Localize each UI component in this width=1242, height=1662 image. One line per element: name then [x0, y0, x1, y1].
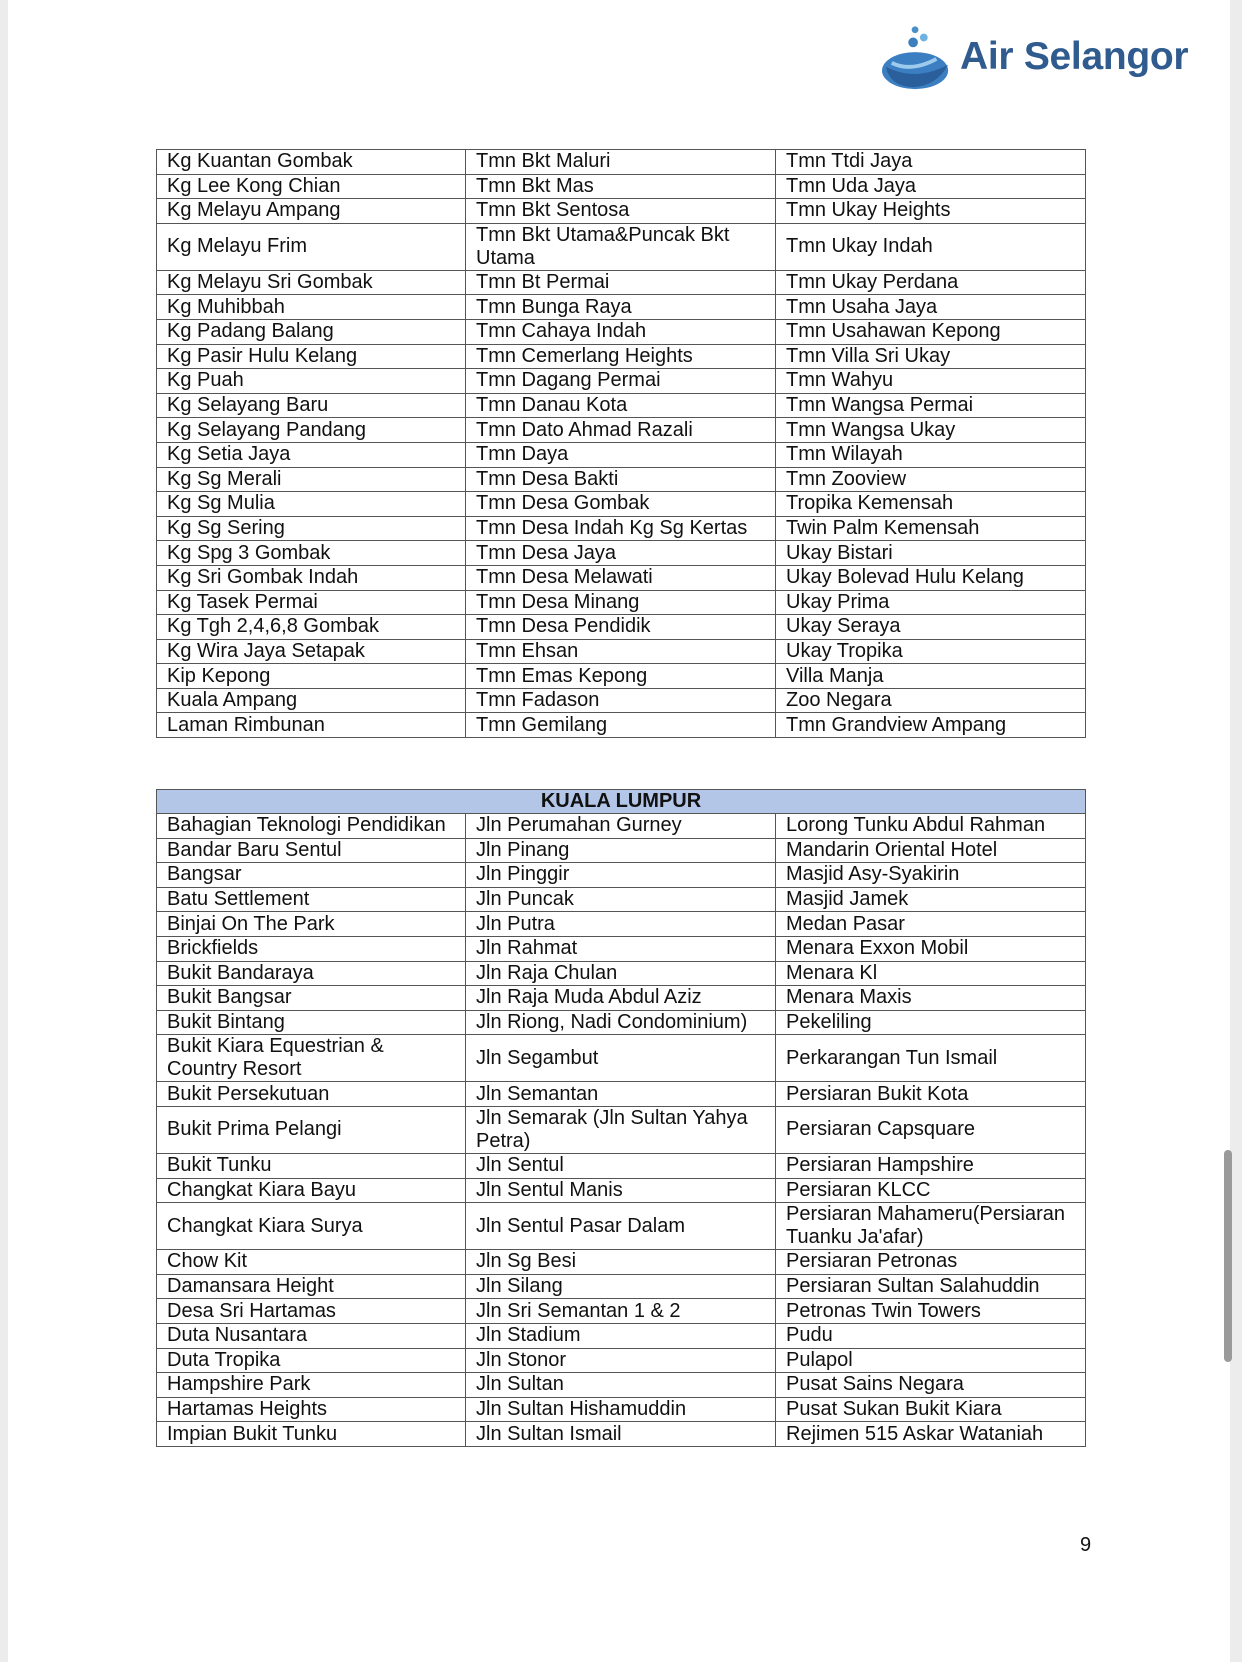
table-row: [157, 1397, 1086, 1422]
table-row: [157, 912, 1086, 937]
table-row: [157, 295, 1086, 320]
table-cell: Tmn Grandview Ampang: [776, 713, 1086, 738]
table-row: [157, 936, 1086, 961]
table-cell: Kg Setia Jaya: [157, 442, 466, 467]
locations-table-selangor: [156, 149, 1086, 738]
table-cell: Lorong Tunku Abdul Rahman: [776, 814, 1086, 839]
table-row: [157, 393, 1086, 418]
table-cell: Tmn Desa Gombak: [466, 492, 776, 517]
table-cell: Jln Putra: [466, 912, 776, 937]
table-cell: Persiaran Hampshire: [776, 1153, 1086, 1178]
table-cell: Ukay Seraya: [776, 615, 1086, 640]
table-cell: Ukay Bistari: [776, 541, 1086, 566]
table-cell: Zoo Negara: [776, 688, 1086, 713]
table-cell: Pudu: [776, 1323, 1086, 1348]
table-cell: Ukay Prima: [776, 590, 1086, 615]
brand-name: Air Selangor: [960, 35, 1189, 78]
table-row: [157, 838, 1086, 863]
table-cell: Tmn Bt Permai: [466, 270, 776, 295]
table-cell: Tmn Desa Pendidik: [466, 615, 776, 640]
table-cell: Impian Bukit Tunku: [157, 1422, 466, 1447]
table-cell: Jln Sultan: [466, 1373, 776, 1398]
table-row: [157, 199, 1086, 224]
table-cell: Kg Kuantan Gombak: [157, 150, 466, 175]
table-cell: Duta Nusantara: [157, 1323, 466, 1348]
table-cell: Bukit Prima Pelangi: [157, 1106, 466, 1153]
table-cell: Tmn Bkt Maluri: [466, 150, 776, 175]
table-cell: Ukay Bolevad Hulu Kelang: [776, 565, 1086, 590]
table-cell: Ukay Tropika: [776, 639, 1086, 664]
table-row: [157, 590, 1086, 615]
table-cell: Persiaran Sultan Salahuddin: [776, 1274, 1086, 1299]
table-row: [157, 1250, 1086, 1275]
table-cell: Persiaran Capsquare: [776, 1106, 1086, 1153]
table-cell: Tmn Dato Ahmad Razali: [466, 418, 776, 443]
table-row: [157, 961, 1086, 986]
table-row: [157, 150, 1086, 175]
table-cell: Pekeliling: [776, 1010, 1086, 1035]
table-row: [157, 541, 1086, 566]
table-row: [157, 467, 1086, 492]
table-cell: Medan Pasar: [776, 912, 1086, 937]
table-cell: Tmn Fadason: [466, 688, 776, 713]
table-cell: Kg Melayu Ampang: [157, 199, 466, 224]
table-cell: Jln Raja Chulan: [466, 961, 776, 986]
water-drop-logo-icon: [878, 22, 956, 92]
table-cell: Tmn Uda Jaya: [776, 174, 1086, 199]
table-cell: Kg Spg 3 Gombak: [157, 541, 466, 566]
table-row: [157, 814, 1086, 839]
page-number: 9: [1080, 1534, 1092, 1556]
table-cell: Tmn Ukay Perdana: [776, 270, 1086, 295]
table-cell: Jln Segambut: [466, 1035, 776, 1082]
table-cell: Menara Exxon Mobil: [776, 936, 1086, 961]
table-cell: Damansara Height: [157, 1274, 466, 1299]
table-cell: Masjid Asy-Syakirin: [776, 863, 1086, 888]
table-row: [157, 565, 1086, 590]
table-row: [157, 1422, 1086, 1447]
table-cell: Tmn Ehsan: [466, 639, 776, 664]
table-cell: Changkat Kiara Bayu: [157, 1178, 466, 1203]
table-cell: Tmn Wangsa Ukay: [776, 418, 1086, 443]
locations-table-kuala-lumpur: [156, 789, 1086, 1447]
table-cell: Tmn Villa Sri Ukay: [776, 344, 1086, 369]
table-cell: Tmn Bkt Mas: [466, 174, 776, 199]
document-page: [8, 0, 1230, 1662]
table-cell: Batu Settlement: [157, 887, 466, 912]
table-cell: Kg Melayu Frim: [157, 223, 466, 270]
table-cell: Jln Sultan Hishamuddin: [466, 1397, 776, 1422]
table-cell: Menara Kl: [776, 961, 1086, 986]
table-cell: Kg Selayang Pandang: [157, 418, 466, 443]
table-row: [157, 713, 1086, 738]
region-heading: KUALA LUMPUR: [157, 790, 1086, 814]
table-cell: Kg Sg Sering: [157, 516, 466, 541]
table-row: [157, 369, 1086, 394]
table-cell: Jln Semantan: [466, 1082, 776, 1107]
table-cell: Jln Puncak: [466, 887, 776, 912]
table-row: [157, 418, 1086, 443]
table-cell: Pusat Sains Negara: [776, 1373, 1086, 1398]
table-cell: Tmn Desa Melawati: [466, 565, 776, 590]
table-cell: Laman Rimbunan: [157, 713, 466, 738]
table-cell: Twin Palm Kemensah: [776, 516, 1086, 541]
table-row: [157, 1153, 1086, 1178]
table-cell: Tmn Ukay Indah: [776, 223, 1086, 270]
table-cell: Tmn Emas Kepong: [466, 664, 776, 689]
table-cell: Bukit Persekutuan: [157, 1082, 466, 1107]
table-cell: Kg Selayang Baru: [157, 393, 466, 418]
table-cell: Kg Tasek Permai: [157, 590, 466, 615]
table-cell: Tmn Ukay Heights: [776, 199, 1086, 224]
table-cell: Tmn Danau Kota: [466, 393, 776, 418]
table-row: [157, 1035, 1086, 1082]
table-cell: Tmn Bkt Utama&Puncak Bkt Utama: [466, 223, 776, 270]
table-row: [157, 1010, 1086, 1035]
table-row: [157, 863, 1086, 888]
table-cell: Jln Rahmat: [466, 936, 776, 961]
table-cell: Jln Stonor: [466, 1348, 776, 1373]
table-cell: Hampshire Park: [157, 1373, 466, 1398]
table-cell: Kip Kepong: [157, 664, 466, 689]
table-cell: Tmn Wahyu: [776, 369, 1086, 394]
table-cell: Jln Raja Muda Abdul Aziz: [466, 986, 776, 1011]
table-cell: Bandar Baru Sentul: [157, 838, 466, 863]
table-row: [157, 344, 1086, 369]
table-row: [157, 688, 1086, 713]
table-cell: Tmn Usaha Jaya: [776, 295, 1086, 320]
table-cell: Pulapol: [776, 1348, 1086, 1373]
table-cell: Tmn Bunga Raya: [466, 295, 776, 320]
table-cell: Tmn Daya: [466, 442, 776, 467]
table-cell: Petronas Twin Towers: [776, 1299, 1086, 1324]
table-cell: Tmn Desa Jaya: [466, 541, 776, 566]
table-row: [157, 1082, 1086, 1107]
table-cell: Rejimen 515 Askar Wataniah: [776, 1422, 1086, 1447]
table-cell: Brickfields: [157, 936, 466, 961]
table-cell: Kg Wira Jaya Setapak: [157, 639, 466, 664]
table-cell: Bangsar: [157, 863, 466, 888]
table-cell: Jln Sentul Manis: [466, 1178, 776, 1203]
table-row: [157, 1348, 1086, 1373]
table-row: [157, 516, 1086, 541]
table-cell: Kg Sri Gombak Indah: [157, 565, 466, 590]
table-cell: Tmn Gemilang: [466, 713, 776, 738]
table-cell: Kg Puah: [157, 369, 466, 394]
table-cell: Kg Lee Kong Chian: [157, 174, 466, 199]
table-cell: Villa Manja: [776, 664, 1086, 689]
table-cell: Kuala Ampang: [157, 688, 466, 713]
table-cell: Tmn Zooview: [776, 467, 1086, 492]
table-row: [157, 986, 1086, 1011]
table-row: [157, 664, 1086, 689]
table-cell: Kg Pasir Hulu Kelang: [157, 344, 466, 369]
table-cell: Masjid Jamek: [776, 887, 1086, 912]
table-row: [157, 887, 1086, 912]
table-cell: Tmn Dagang Permai: [466, 369, 776, 394]
table-cell: Jln Sultan Ismail: [466, 1422, 776, 1447]
table-cell: Jln Sentul: [466, 1153, 776, 1178]
table-cell: Perkarangan Tun Ismail: [776, 1035, 1086, 1082]
table-cell: Bukit Bandaraya: [157, 961, 466, 986]
vertical-scrollbar[interactable]: [1224, 1150, 1232, 1362]
table-cell: Menara Maxis: [776, 986, 1086, 1011]
table-cell: Jln Perumahan Gurney: [466, 814, 776, 839]
table-cell: Jln Pinang: [466, 838, 776, 863]
table-cell: Changkat Kiara Surya: [157, 1203, 466, 1250]
table-cell: Bukit Bintang: [157, 1010, 466, 1035]
table-cell: Jln Riong, Nadi Condominium): [466, 1010, 776, 1035]
table-cell: Jln Sg Besi: [466, 1250, 776, 1275]
table-cell: Bukit Kiara Equestrian & Country Resort: [157, 1035, 466, 1082]
table-cell: Kg Muhibbah: [157, 295, 466, 320]
table-cell: Bukit Tunku: [157, 1153, 466, 1178]
table-cell: Tmn Wangsa Permai: [776, 393, 1086, 418]
table-cell: Tmn Wilayah: [776, 442, 1086, 467]
table-row: [157, 1203, 1086, 1250]
table-row: [157, 1178, 1086, 1203]
table-cell: Tmn Desa Minang: [466, 590, 776, 615]
table-cell: Jln Silang: [466, 1274, 776, 1299]
table-cell: Hartamas Heights: [157, 1397, 466, 1422]
table-row: [157, 442, 1086, 467]
table-cell: Tmn Usahawan Kepong: [776, 319, 1086, 344]
table-cell: Jln Stadium: [466, 1323, 776, 1348]
table-cell: Tmn Desa Indah Kg Sg Kertas: [466, 516, 776, 541]
table-row: [157, 1274, 1086, 1299]
table-row: [157, 319, 1086, 344]
table-cell: Desa Sri Hartamas: [157, 1299, 466, 1324]
table-row: [157, 615, 1086, 640]
air-selangor-logo: [878, 22, 1198, 92]
table-cell: Bukit Bangsar: [157, 986, 466, 1011]
table-cell: Tmn Ttdi Jaya: [776, 150, 1086, 175]
table-cell: Tmn Bkt Sentosa: [466, 199, 776, 224]
table-row: [157, 492, 1086, 517]
table-cell: Tmn Cemerlang Heights: [466, 344, 776, 369]
table-cell: Tmn Desa Bakti: [466, 467, 776, 492]
table-cell: Jln Sri Semantan 1 & 2: [466, 1299, 776, 1324]
table-cell: Pusat Sukan Bukit Kiara: [776, 1397, 1086, 1422]
table-row: [157, 1323, 1086, 1348]
table-cell: Chow Kit: [157, 1250, 466, 1275]
table-row: [157, 1299, 1086, 1324]
table-cell: Jln Semarak (Jln Sultan Yahya Petra): [466, 1106, 776, 1153]
table-row: [157, 1373, 1086, 1398]
table-cell: Binjai On The Park: [157, 912, 466, 937]
table-cell: Mandarin Oriental Hotel: [776, 838, 1086, 863]
table-cell: Tropika Kemensah: [776, 492, 1086, 517]
table-cell: Persiaran Petronas: [776, 1250, 1086, 1275]
table-cell: Persiaran KLCC: [776, 1178, 1086, 1203]
table-cell: Kg Padang Balang: [157, 319, 466, 344]
table-row: [157, 174, 1086, 199]
table-header-row: [157, 790, 1086, 814]
table-row: [157, 223, 1086, 270]
table-cell: Kg Tgh 2,4,6,8 Gombak: [157, 615, 466, 640]
table-cell: Bahagian Teknologi Pendidikan: [157, 814, 466, 839]
table-cell: Jln Sentul Pasar Dalam: [466, 1203, 776, 1250]
table-cell: Persiaran Bukit Kota: [776, 1082, 1086, 1107]
table-row: [157, 639, 1086, 664]
table-cell: Kg Sg Merali: [157, 467, 466, 492]
table-cell: Tmn Cahaya Indah: [466, 319, 776, 344]
table-row: [157, 270, 1086, 295]
table-row: [157, 1106, 1086, 1153]
table-cell: Kg Sg Mulia: [157, 492, 466, 517]
table-cell: Kg Melayu Sri Gombak: [157, 270, 466, 295]
table-cell: Persiaran Mahameru(Persiaran Tuanku Ja'afar): [776, 1203, 1086, 1250]
table-cell: Jln Pinggir: [466, 863, 776, 888]
table-cell: Duta Tropika: [157, 1348, 466, 1373]
